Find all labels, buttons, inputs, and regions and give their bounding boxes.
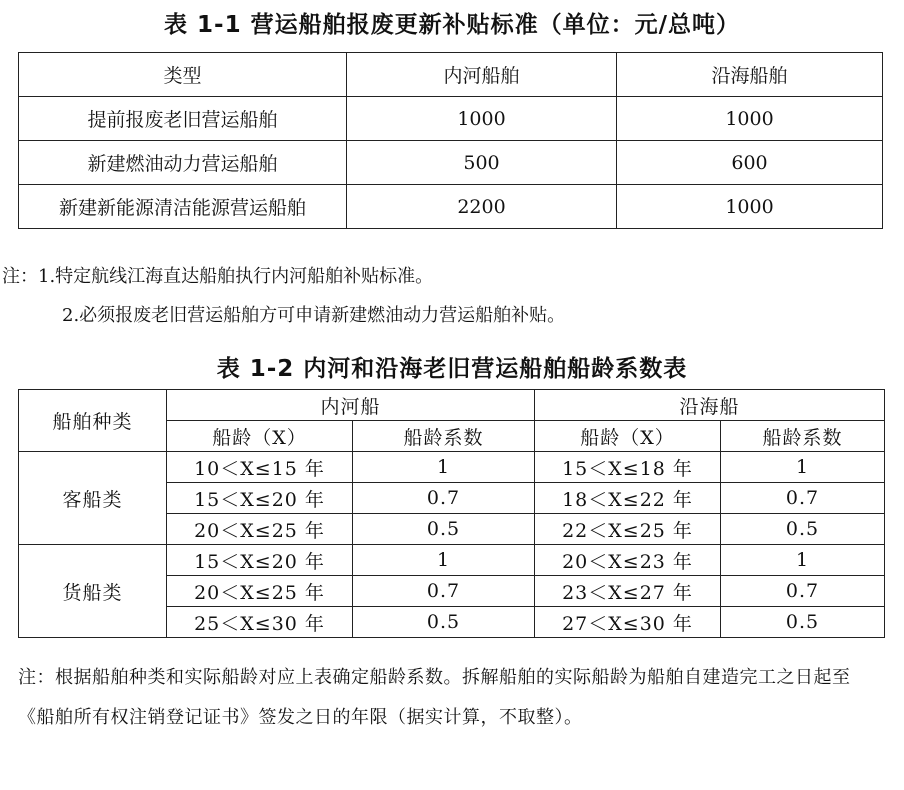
age-range-cell: 15＜X≤20 年 (167, 483, 353, 514)
sub-header-cell: 船龄系数 (721, 421, 885, 452)
coefficient-cell: 1 (721, 452, 885, 483)
coastal-value-cell: 1000 (617, 185, 883, 229)
table1-note-1: 注：1.特定航线江海直达船舶执行内河船舶补贴标准。 (2, 266, 434, 287)
age-range-cell: 23＜X≤27 年 (535, 576, 721, 607)
coastal-value-cell: 1000 (617, 97, 883, 141)
coefficient-cell: 0.7 (721, 576, 885, 607)
coefficient-cell: 0.7 (353, 483, 535, 514)
age-range-cell: 25＜X≤30 年 (167, 607, 353, 638)
sub-header-cell: 船龄（X） (167, 421, 353, 452)
type-cell: 新建燃油动力营运船舶 (19, 141, 347, 185)
coefficient-cell: 0.7 (353, 576, 535, 607)
header-cell: 内河船舶 (347, 53, 617, 97)
header-cell: 沿海船舶 (617, 53, 883, 97)
age-range-cell: 20＜X≤25 年 (167, 576, 353, 607)
subsidy-standard-table (18, 52, 883, 229)
age-range-cell: 15＜X≤20 年 (167, 545, 353, 576)
age-range-cell: 27＜X≤30 年 (535, 607, 721, 638)
table-row (19, 185, 883, 229)
type-cell: 提前报废老旧营运船舶 (19, 97, 347, 141)
header-cell: 类型 (19, 53, 347, 97)
table2-note: 注：根据船舶种类和实际船龄对应上表确定船龄系数。拆解船舶的实际船龄为船舶自建造完工之日起至《船舶所有权注销登记证书》签发之日的年限（据实计算，不取整）。 (18, 667, 851, 728)
coefficient-cell: 0.5 (353, 607, 535, 638)
age-range-cell: 10＜X≤15 年 (167, 452, 353, 483)
table-row (19, 141, 883, 185)
table1-title: 表 1-1 营运船舶报废更新补贴标准（单位：元/总吨） (164, 12, 740, 38)
age-range-cell: 20＜X≤23 年 (535, 545, 721, 576)
age-range-cell: 20＜X≤25 年 (167, 514, 353, 545)
coefficient-cell: 0.5 (353, 514, 535, 545)
table-header-row (19, 53, 883, 97)
coefficient-cell: 0.5 (721, 514, 885, 545)
table-row (19, 545, 885, 576)
coastal-header: 沿海船 (535, 390, 885, 421)
coefficient-cell: 1 (353, 452, 535, 483)
inland-value-cell: 2200 (347, 185, 617, 229)
age-range-cell: 15＜X≤18 年 (535, 452, 721, 483)
age-range-cell: 22＜X≤25 年 (535, 514, 721, 545)
table2-title: 表 1-2 内河和沿海老旧营运船舶船龄系数表 (216, 356, 688, 382)
coefficient-cell: 0.5 (721, 607, 885, 638)
inland-value-cell: 500 (347, 141, 617, 185)
age-range-cell: 18＜X≤22 年 (535, 483, 721, 514)
sub-header-cell: 船龄（X） (535, 421, 721, 452)
ship-type-header: 船舶种类 (19, 390, 167, 452)
ship-age-coefficient-table (18, 389, 885, 638)
coefficient-cell: 1 (353, 545, 535, 576)
table-header-row (19, 390, 885, 421)
inland-header: 内河船 (167, 390, 535, 421)
sub-header-cell: 船龄系数 (353, 421, 535, 452)
table-row (19, 97, 883, 141)
coefficient-cell: 1 (721, 545, 885, 576)
group-name-cell: 客船类 (19, 452, 167, 545)
table-row (19, 452, 885, 483)
inland-value-cell: 1000 (347, 97, 617, 141)
type-cell: 新建新能源清洁能源营运船舶 (19, 185, 347, 229)
table1-note-2: 2.必须报废老旧营运船舶方可申请新建燃油动力营运船舶补贴。 (62, 305, 566, 326)
coastal-value-cell: 600 (617, 141, 883, 185)
group-name-cell: 货船类 (19, 545, 167, 638)
coefficient-cell: 0.7 (721, 483, 885, 514)
